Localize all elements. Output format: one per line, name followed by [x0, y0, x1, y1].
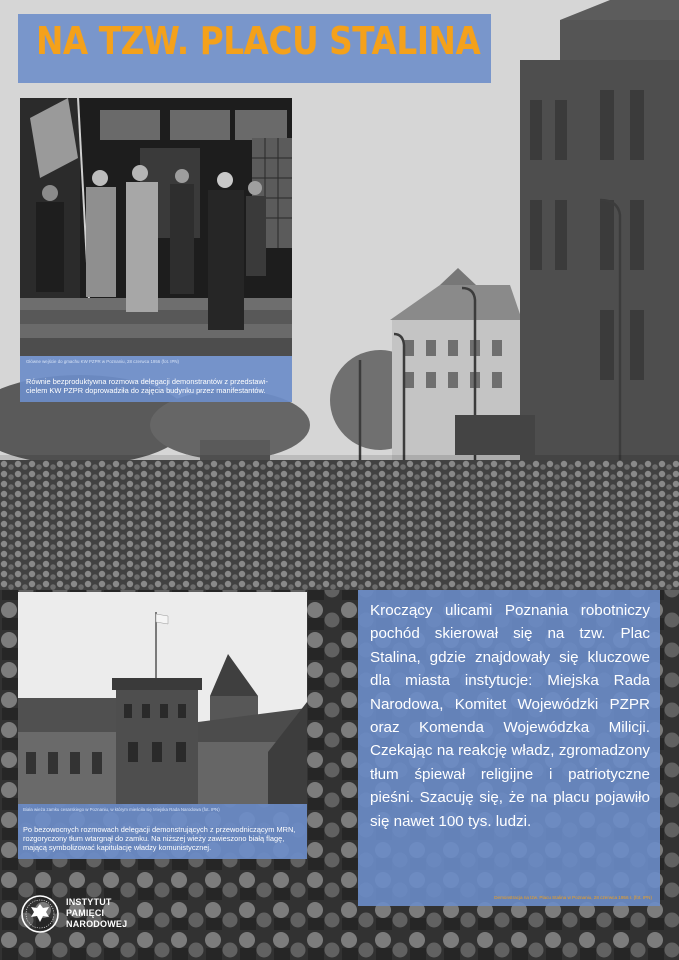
eagle-emblem-icon	[20, 894, 60, 934]
photo2-caption-box	[18, 804, 307, 859]
photo2-caption: Po bezowocnych rozmowach delegacji demonstrujących z przewodniczącym MRN, rozgoryczony tłum wtargnął do zamku. Na niższej wieży zawieszono białą flagę, mającą symbolizować kapitulację władzy komunistycznej.	[23, 825, 296, 852]
photo2-credit: Biała wieża zamku cesarskiego w Poznaniu, w którym mieściła się Miejska Rada Narodowa (fot. IPN)	[23, 807, 220, 812]
main-paragraph: Kroczący ulicami Poznania robotniczy pochód skierował się na tzw. Plac Stalina, gdzie znajdowały się kluczowe dla miasta instytucje: Miejska Rada Narodowa, Komitet Wojewódzki PZPR oraz Komenda Wojewódzka Milicji. Czekając na reakcję władz, zgromadzony tłum śpiewał religijne i patriotyczne pieśni. Szacuję się, że na placu pojawiło się nawet 100 tys. ludzi.	[370, 602, 650, 830]
logo-line-1: INSTYTUT	[66, 897, 112, 907]
photo1-caption: Równie bezproduktywna rozmowa delegacji demonstrantów z przedstawi- cielem KW PZPR doprowadziła do zajęcia budynku przez manifestantów.	[26, 377, 268, 395]
logo-line-3: NARODOWEJ	[66, 919, 128, 930]
photo-castle	[18, 592, 307, 804]
ipn-logo	[20, 894, 160, 936]
photo1-caption-box	[20, 356, 292, 402]
castle-illustration	[18, 592, 307, 804]
photo1-credit: Główne wejście do gmachu KW PZPR w Poznaniu, 28 czerwca 1956 (fot. IPN)	[26, 359, 180, 364]
photo-building-entrance	[20, 98, 292, 356]
logo-text	[66, 897, 127, 931]
entrance-illustration	[20, 98, 292, 356]
logo-line-2: PAMIĘCI	[66, 908, 105, 919]
main-text-box	[358, 590, 660, 906]
main-photo-credit: Demonstracja na tzw. Placu Stalina w Poznaniu, 28 czerwca 1956 r. (fot. IPN)	[494, 895, 652, 900]
page-title: NA TZW. PLACU STALINA	[36, 19, 481, 63]
